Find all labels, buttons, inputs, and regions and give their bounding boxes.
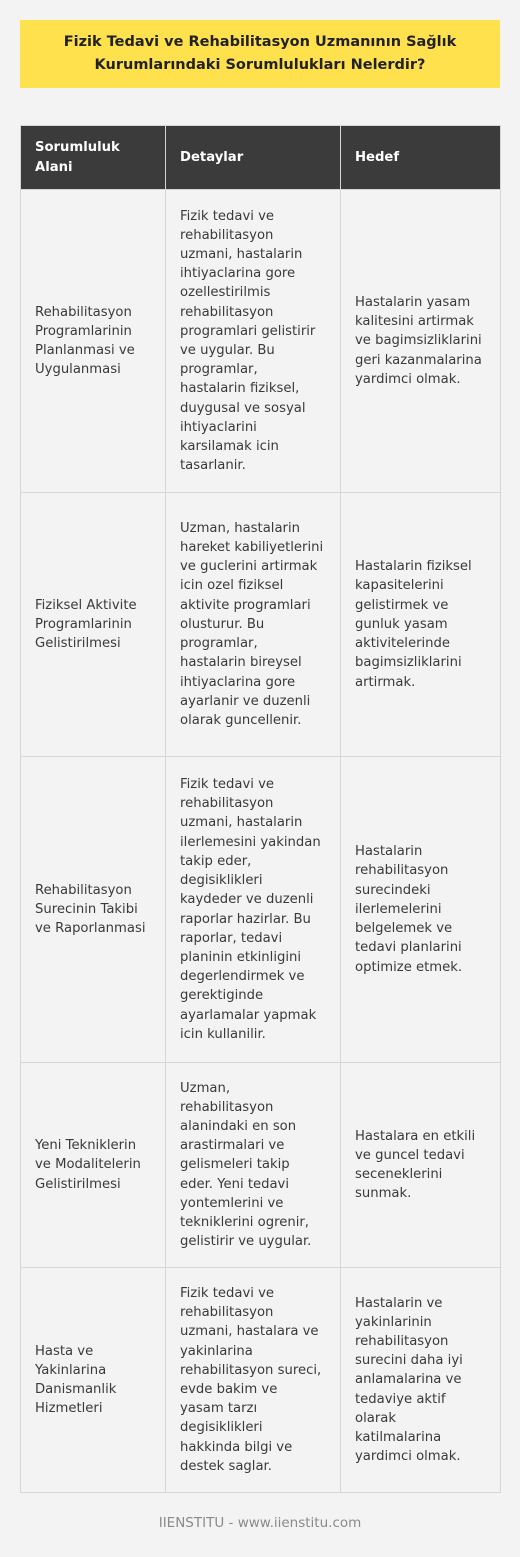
cell-goal: Hastalarin fiziksel kapasitelerini gelistirmek ve gunluk yasam aktivitelerinde bagimsizliklarini artirmak.: [341, 493, 501, 757]
responsibilities-table: [20, 125, 501, 1493]
table-row: [21, 1268, 501, 1493]
footer-credit: IIENSTITU - www.iienstitu.com: [158, 1515, 362, 1531]
cell-area: Fiziksel Aktivite Programlarinin Gelistirilmesi: [21, 493, 166, 757]
cell-area: Hasta ve Yakinlarina Danismanlik Hizmetleri: [21, 1268, 166, 1493]
cell-details: Fizik tedavi ve rehabilitasyon uzmani, hastalarin ihtiyaclarina gore ozellestirilmis rehabilitasyon programlari gelistirir ve uygular. Bu programlar, hastalarin fiziksel, duygusal ve sosyal ihtiyaclarini karsilamak icin tasarlanir.: [166, 190, 341, 493]
header-goal: Hedef: [341, 126, 501, 190]
table-row: [21, 190, 501, 493]
table-row: [21, 757, 501, 1063]
header-details: Detaylar: [166, 126, 341, 190]
cell-goal: Hastalarin rehabilitasyon surecindeki ilerlemelerini belgelemek ve tedavi planlarini optimize etmek.: [341, 757, 501, 1063]
cell-details: Fizik tedavi ve rehabilitasyon uzmani, hastalara ve yakinlarina rehabilitasyon sureci, evde bakim ve yasam tarzı degisiklikleri hakkinda bilgi ve destek saglar.: [166, 1268, 341, 1493]
page-title-banner: [20, 20, 500, 88]
cell-area: Rehabilitasyon Programlarinin Planlanmasi ve Uygulanmasi: [21, 190, 166, 493]
cell-goal: Hastalarin yasam kalitesini artirmak ve bagimsizliklarini geri kazanmalarina yardimci olmak.: [341, 190, 501, 493]
table-row: [21, 493, 501, 757]
header-area: Sorumluluk Alani: [21, 126, 166, 190]
cell-details: Uzman, hastalarin hareket kabiliyetlerini ve guclerini artirmak icin ozel fiziksel aktivite programlari olusturur. Bu programlar, hastalarin bireysel ihtiyaclarina gore ayarlanir ve duzenli olarak guncellenir.: [166, 493, 341, 757]
cell-details: Fizik tedavi ve rehabilitasyon uzmani, hastalarin ilerlemesini yakindan takip eder, degisiklikleri kaydeder ve duzenli raporlar hazirlar. Bu raporlar, tedavi planinin etkinligini degerlendirmek ve gerektiginde ayarlamalar yapmak icin kullanilir.: [166, 757, 341, 1063]
cell-area: Rehabilitasyon Surecinin Takibi ve Raporlanmasi: [21, 757, 166, 1063]
table-row: [21, 1063, 501, 1268]
cell-goal: Hastalarin ve yakinlarinin rehabilitasyon surecini daha iyi anlamalarina ve tedaviye aktif olarak katilmalarina yardimci olmak.: [341, 1268, 501, 1493]
cell-details: Uzman, rehabilitasyon alanindaki en son arastirmalari ve gelismeleri takip eder. Yeni tedavi yontemlerini ve tekniklerini ogrenir, gelistirir ve uygular.: [166, 1063, 341, 1268]
cell-area: Yeni Tekniklerin ve Modalitelerin Gelistirilmesi: [21, 1063, 166, 1268]
cell-goal: Hastalara en etkili ve guncel tedavi seceneklerini sunmak.: [341, 1063, 501, 1268]
page-title: Fizik Tedavi ve Rehabilitasyon Uzmanının Sağlık Kurumlarındaki Sorumlulukları Nelerdir?: [63, 34, 457, 73]
table-header-row: [21, 126, 501, 190]
